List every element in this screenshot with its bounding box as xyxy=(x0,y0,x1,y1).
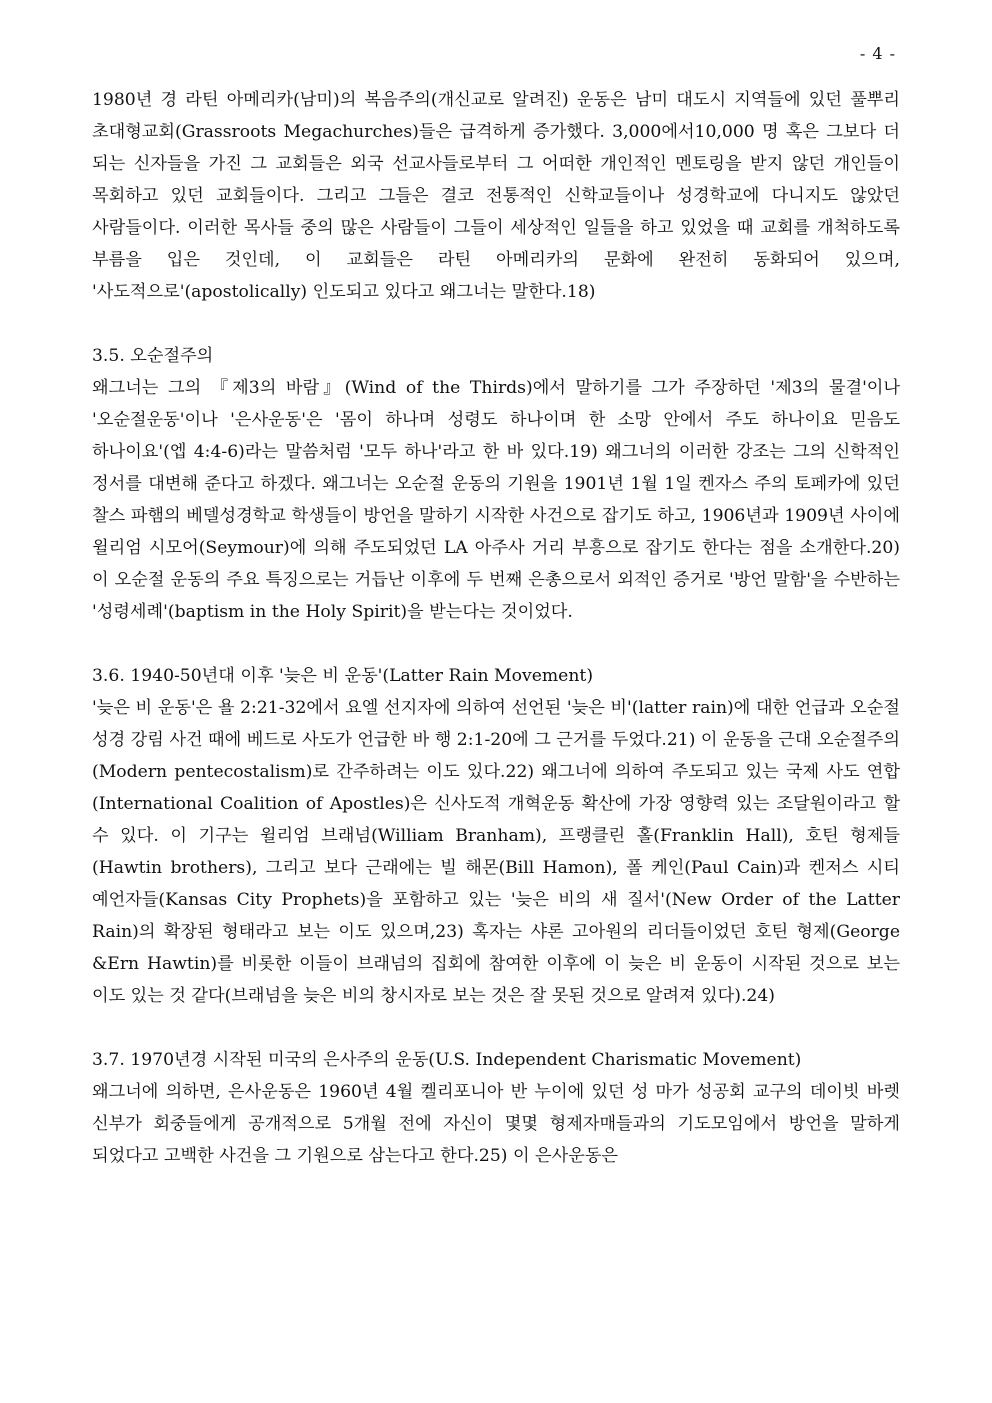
section-heading-3-5: 3.5. 오순절주의 xyxy=(92,346,214,366)
paragraph-spacer xyxy=(92,308,900,340)
paragraph-spacer xyxy=(92,628,900,660)
paragraph-pentecostalism: 왜그너는 그의 『제3의 바람』(Wind of the Thirds)에서 말하기를 그가 주장하던 '제3의 물결'이나 '오순절운동'이나 '은사운동'은 '몸이 하나며 성령도 하나이며 한 소망 안에서 주도 하나이요 믿음도 하나이요'(엡 4:4-6)라는 말씀처럼 '모두 하나'라고 한 바 있다.19) 왜그너의 이러한 강조는 그의 신학적인 정서를 대변해 준다고 하겠다. 왜그너는 오순절 운동의 기원을 1901년 1월 1일 켄자스 주의 토페카에 있던 찰스 파햄의 베델성경학교 학생들이 방언을 말하기 시작한 사건으로 잡기도 하고, 1906년과 1909년 사이에 윌리엄 시모어(Seymour)에 의해 주도되었던 LA 아주사 거리 부흥으로 잡기도 한다는 점을 소개한다.20) 이 오순절 운동의 주요 특징으로는 거듭난 이후에 두 번째 은총으로서 외적인 증거로 '방언 말함'을 수반하는 '성령세례'(baptism in the Holy Spirit)을 받는다는 것이었다. xyxy=(92,378,900,622)
paragraph-charismatic-movement: 왜그너에 의하면, 은사운동은 1960년 4월 켈리포니아 반 누이에 있던 성 마가 성공회 교구의 데이빗 바렛 신부가 회중들에게 공개적으로 5개월 전에 자신이 몇몇 형제자매들과의 기도모임에서 방언을 말하게 되었다고 고백한 사건을 그 기원으로 삼는다고 한다.25) 이 은사운동은 xyxy=(92,1082,900,1166)
paragraph-spacer xyxy=(92,1012,900,1044)
section-heading-3-7: 3.7. 1970년경 시작된 미국의 은사주의 운동(U.S. Independent Charismatic Movement) xyxy=(92,1050,802,1070)
page-number: - 4 - xyxy=(859,44,896,63)
paragraph-latter-rain: '늦은 비 운동'은 욜 2:21-32에서 요엘 선지자에 의하여 선언된 '늦은 비'(latter rain)에 대한 언급과 오순절 성경 강림 사건 때에 베드로 사도가 언급한 바 행 2:1-20에 그 근거를 두었다.21) 이 운동을 근대 오순절주의(Modern pentecostalism)로 간주하려는 이도 있다.22) 왜그너에 의하여 주도되고 있는 국제 사도 연합(International Coalition of Apostles)은 신사도적 개혁운동 확산에 가장 영향력 있는 조달원이라고 할 수 있다. 이 기구는 윌리엄 브래넘(William Branham), 프랭클린 홀(Franklin Hall), 호틴 형제들(Hawtin brothers), 그리고 보다 근래에는 빌 해몬(Bill Hamon), 폴 케인(Paul Cain)과 켄저스 시티 예언자들(Kansas City Prophets)을 포함하고 있는 '늦은 비의 새 질서'(New Order of the Latter Rain)의 확장된 형태라고 보는 이도 있으며,23) 혹자는 샤론 고아원의 리더들이었던 호틴 형제(George &Ern Hawtin)를 비롯한 이들이 브래넘의 집회에 참여한 이후에 이 늦은 비 운동이 시작된 것으로 보는 이도 있는 것 같다(브래넘을 늦은 비의 창시자로 보는 것은 잘 못된 것으로 알려져 있다).24) xyxy=(92,698,900,1006)
paragraph-latin-america-megachurches: 1980년 경 라틴 아메리카(남미)의 복음주의(개신교로 알려진) 운동은 남미 대도시 지역들에 있던 풀뿌리 초대형교회(Grassroots Megachurches)들은 급격하게 증가했다. 3,000에서10,000 명 혹은 그보다 더 되는 신자들을 가진 그 교회들은 외국 선교사들로부터 그 어떠한 개인적인 멘토링을 받지 않던 개인들이 목회하고 있던 교회들이다. 그리고 그들은 결코 전통적인 신학교들이나 성경학교에 다니지도 않았던 사람들이다. 이러한 목사들 중의 많은 사람들이 그들이 세상적인 일들을 하고 있었을 때 교회를 개척하도록 부름을 입은 것인데, 이 교회들은 라틴 아메리카의 문화에 완전히 동화되어 있으며, '사도적으로'(apostolically) 인도되고 있다고 왜그너는 말한다.18) xyxy=(92,90,900,302)
page-body xyxy=(92,84,900,1172)
section-heading-3-6: 3.6. 1940-50년대 이후 '늦은 비 운동'(Latter Rain Movement) xyxy=(92,666,594,686)
